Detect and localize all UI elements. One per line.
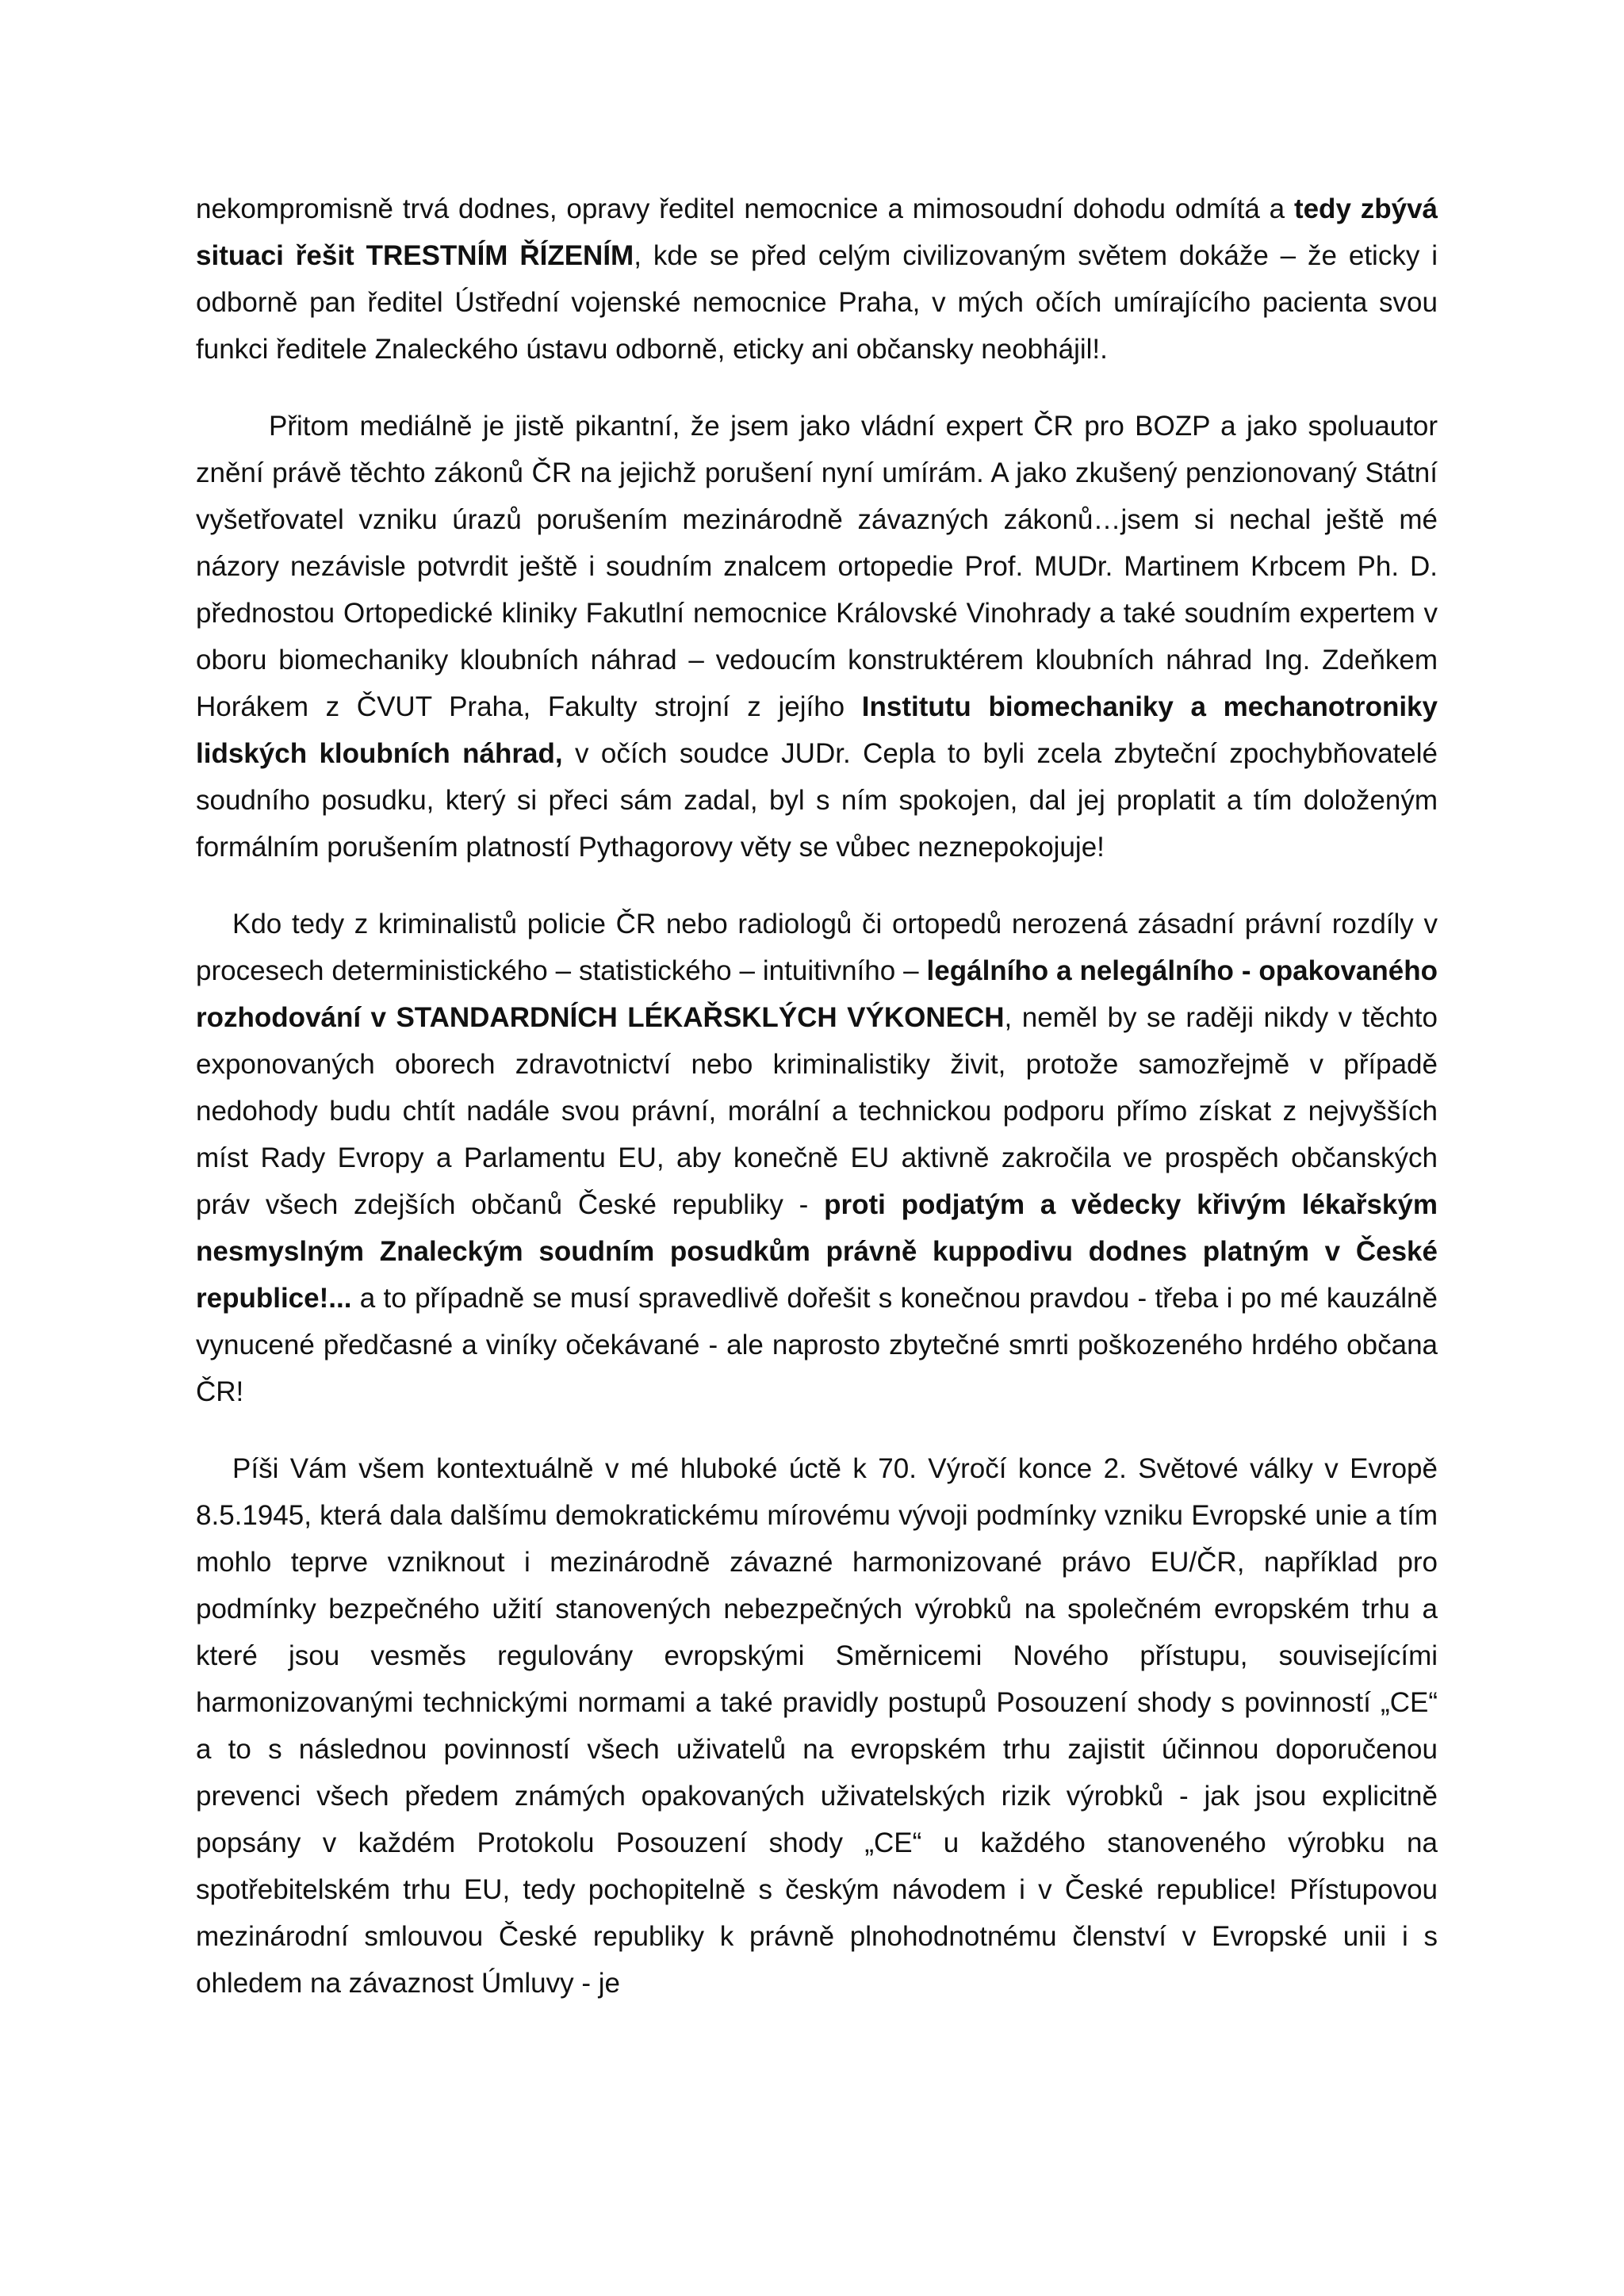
paragraph-3 <box>196 901 1438 1415</box>
bold-run: proti podjatým a vědecky křivým lékařským nesmyslným Znaleckým soudním posudkům právně kuppodivu dodnes platným v České republice!... <box>196 1189 1438 1314</box>
paragraph-2 <box>196 403 1438 871</box>
paragraph-1 <box>196 186 1438 373</box>
text-run: Píši Vám všem kontextuálně v mé hluboké úctě k 70. Výročí konce 2. Světové války v Evropě 8.5.1945, která dala dalšímu demokratickému mírovému vývoji podmínky vzniku Evropské unie a tím mohlo teprve vzniknout i mezinárodně závazné harmonizované právo EU/ČR, například pro podmínky bezpečného užití stanovených nebezpečných výrobků na společném evropském trhu a které jsou vesměs regulovány evropskými Směrnicemi Nového přístupu, souvisejícími harmonizovanými technickými normami a také pravidly postupů Posouzení shody s povinností „CE“ a to s následnou povinností všech uživatelů na evropském trhu zajistit účinnou doporučenou prevenci všech předem známých opakovaných uživatelských rizik výrobků - jak jsou explicitně popsány v každém Protokolu Posouzení shody „CE“ u každého stanoveného výrobku na spotřebitelském trhu EU, tedy pochopitelně s českým návodem i v České republice! Přístupovou mezinárodní smlouvou České republiky k právně plnohodnotnému členství v Evropské unii i s ohledem na závaznost Úmluvy - je <box>196 1453 1438 1999</box>
text-run: v očích soudce JUDr. Cepla to byli zcela zbyteční zpochybňovatelé soudního posudku, který si přeci sám zadal, byl s ním spokojen, dal jej proplatit a tím doloženým formálním porušením platností Pythagorovy věty se vůbec neznepokojuje! <box>196 738 1438 863</box>
text-run: nekompromisně trvá dodnes, opravy ředitel nemocnice a mimosoudní dohodu odmítá a <box>196 193 1294 224</box>
text-run: Kdo tedy z kriminalistů policie ČR nebo radiologů či ortopedů nerozená zásadní právní rozdíly v procesech deterministického – statistického – intuitivního – <box>196 909 1438 986</box>
text-run: a to případně se musí spravedlivě dořešit s konečnou pravdou - třeba i po mé kauzálně vynucené předčasné a viníky očekávané - ale naprosto zbytečné smrti poškozeného hrdého občana ČR! <box>196 1283 1438 1407</box>
document-page <box>196 186 1438 2037</box>
bold-run: tedy zbývá situaci řešit TRESTNÍM ŘÍZENÍM <box>196 193 1438 271</box>
paragraph-4 <box>196 1445 1438 2007</box>
bold-run: legálního a nelegálního - opakovaného rozhodování v STANDARDNÍCH LÉKAŘSKLÝCH VÝKONECH <box>196 955 1438 1033</box>
text-run: Přitom mediálně je jistě pikantní, že jsem jako vládní expert ČR pro BOZP a jako spoluautor znění právě těchto zákonů ČR na jejichž porušení nyní umírám. A jako zkušený penzionovaný Státní vyšetřovatel vzniku úrazů porušením mezinárodně závazných zákonů…jsem si nechal ještě mé názory nezávisle potvrdit ještě i soudním znalcem ortopedie Prof. MUDr. Martinem Krbcem Ph. D. přednostou Ortopedické kliniky Fakutlní nemocnice Královské Vinohrady a také soudním expertem v oboru biomechaniky kloubních náhrad – vedoucím konstruktérem kloubních náhrad Ing. Zdeňkem Horákem z ČVUT Praha, Fakulty strojní z jejího <box>196 411 1438 722</box>
bold-run: Institutu biomechaniky a mechanotroniky lidských kloubních náhrad, <box>196 691 1438 769</box>
text-run: , neměl by se raději nikdy v těchto exponovaných oborech zdravotnictví nebo kriminalistiky živit, protože samozřejmě v případě nedohody budu chtít nadále svou právní, morální a technickou podporu přímo získat z nejvyšších míst Rady Evropy a Parlamentu EU, aby konečně EU aktivně zakročila ve prospěch občanských práv všech zdejších občanů České republiky - <box>196 1002 1438 1220</box>
text-run: , kde se před celým civilizovaným světem dokáže – že eticky i odborně pan ředitel Ústřední vojenské nemocnice Praha, v mých očích umírajícího pacienta svou funkci ředitele Znaleckého ústavu odborně, eticky ani občansky neobhájil!. <box>196 240 1438 365</box>
